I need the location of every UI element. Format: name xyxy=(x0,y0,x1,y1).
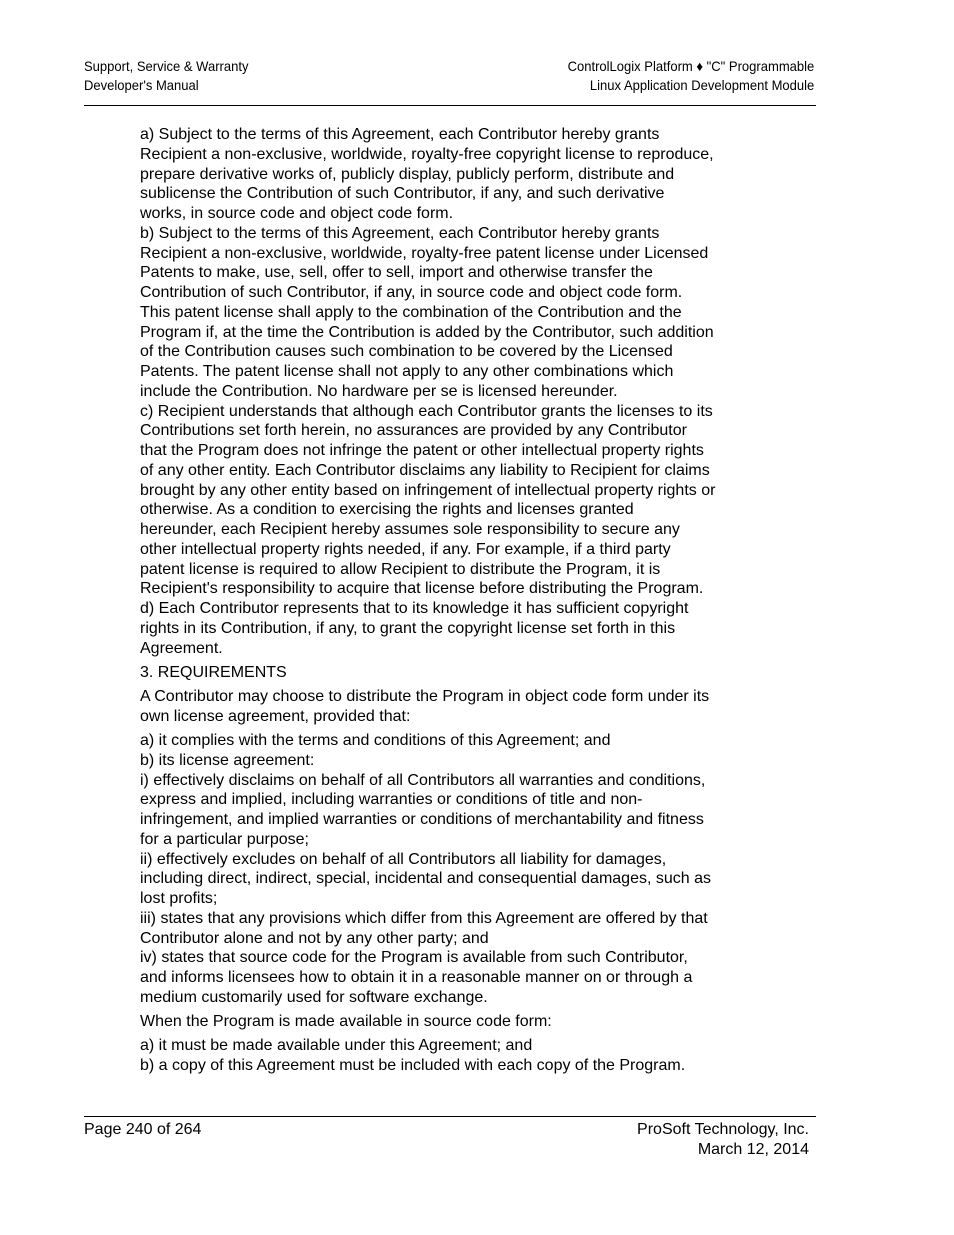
text-line: a) it complies with the terms and conditions of this Agreement; and xyxy=(140,732,611,749)
text-line: own license agreement, provided that: xyxy=(140,707,411,725)
text-line: Patents to make, use, sell, offer to sell, import and otherwise transfer the xyxy=(140,264,653,282)
company-name: ProSoft Technology, Inc. xyxy=(637,1121,809,1138)
footer-right xyxy=(637,1120,809,1160)
text-line: works, in source code and object code form. xyxy=(140,205,454,222)
text-line: other intellectual property rights needed, if any. For example, if a third party xyxy=(140,540,671,558)
header-section-title: Support, Service & Warranty xyxy=(84,58,249,74)
text-line: When the Program is made available in source code form: xyxy=(140,1013,552,1030)
text-line: infringement, and implied warranties or conditions of merchantability and fitness xyxy=(140,811,704,828)
text-line: Contribution of such Contributor, if any, in source code and object code form. xyxy=(140,284,683,301)
text-line: sublicense the Contribution of such Contributor, if any, and such derivative xyxy=(140,185,665,203)
license-grant-paragraph xyxy=(140,125,770,658)
header-manual-title: Developer's Manual xyxy=(84,77,199,93)
text-line: b) its license agreement: xyxy=(140,751,315,769)
text-line: hereunder, each Recipient hereby assumes sole responsibility to secure any xyxy=(140,521,680,538)
text-line: for a particular purpose; xyxy=(140,830,309,848)
section-heading-requirements xyxy=(140,663,770,683)
text-line: medium customarily used for software exchange. xyxy=(140,988,488,1006)
text-line: Recipient a non-exclusive, worldwide, royalty-free copyright license to reproduce, xyxy=(140,145,714,163)
text-line: include the Contribution. No hardware per se is licensed hereunder. xyxy=(140,382,618,400)
distribution-paragraph xyxy=(140,687,770,727)
text-line: of the Contribution causes such combination to be covered by the Licensed xyxy=(140,343,673,361)
text-line: A Contributor may choose to distribute the Program in object code form under its xyxy=(140,688,710,705)
text-line: and informs licensees how to obtain it in a reasonable manner on or through a xyxy=(140,969,693,986)
text-line: including direct, indirect, special, incidental and consequential damages, such as xyxy=(140,870,712,888)
text-line: b) Subject to the terms of this Agreement, each Contributor hereby grants xyxy=(140,224,660,242)
text-line: Agreement. xyxy=(140,639,223,657)
header-left xyxy=(84,57,261,95)
page-number: Page 240 of 264 xyxy=(84,1121,202,1138)
license-conditions-paragraph xyxy=(140,731,770,1008)
header-right xyxy=(549,57,814,95)
document-body xyxy=(140,125,770,1076)
text-line: brought by any other entity based on infringement of intellectual property rights or xyxy=(140,481,716,499)
text-line: 3. REQUIREMENTS xyxy=(140,663,287,681)
text-line: ii) effectively excludes on behalf of all Contributors all liability for damages, xyxy=(140,850,667,868)
text-line: that the Program does not infringe the patent or other intellectual property rights xyxy=(140,442,704,459)
header-module-title: Linux Application Development Module xyxy=(589,77,814,93)
text-line: iii) states that any provisions which differ from this Agreement are offered by that xyxy=(140,909,708,927)
text-line: Program if, at the time the Contribution is added by the Contributor, such addition xyxy=(140,323,714,341)
page-header xyxy=(84,57,816,106)
text-line: prepare derivative works of, publicly display, publicly perform, distribute and xyxy=(140,165,675,183)
text-line: rights in its Contribution, if any, to grant the copyright license set forth in this xyxy=(140,619,676,637)
text-line: c) Recipient understands that although each Contributor grants the licenses to its xyxy=(140,402,713,420)
text-line: Recipient a non-exclusive, worldwide, royalty-free patent license under Licensed xyxy=(140,244,709,262)
text-line: otherwise. As a condition to exercising the rights and licenses granted xyxy=(140,501,634,519)
text-line: Recipient's responsibility to acquire that license before distributing the Program. xyxy=(140,580,704,598)
text-line: Contributor alone and not by any other party; and xyxy=(140,929,489,947)
text-line: a) it must be made available under this Agreement; and xyxy=(140,1037,533,1055)
header-platform-title: ControlLogix Platform ♦ "C" Programmable xyxy=(567,58,814,74)
text-line: express and implied, including warranties or conditions of title and non- xyxy=(140,791,643,809)
page-footer xyxy=(84,1116,816,1158)
text-line: Patents. The patent license shall not apply to any other combinations which xyxy=(140,363,674,380)
text-line: iv) states that source code for the Program is available from such Contributor, xyxy=(140,949,688,967)
text-line: of any other entity. Each Contributor disclaims any liability to Recipient for claims xyxy=(140,461,710,479)
source-code-paragraph xyxy=(140,1012,770,1032)
text-line: lost profits; xyxy=(140,890,218,907)
text-line: This patent license shall apply to the combination of the Contribution and the xyxy=(140,303,682,321)
document-date: March 12, 2014 xyxy=(697,1141,809,1158)
text-line: b) a copy of this Agreement must be included with each copy of the Program. xyxy=(140,1057,686,1074)
text-line: patent license is required to allow Recipient to distribute the Program, it is xyxy=(140,560,661,578)
text-line: d) Each Contributor represents that to its knowledge it has sufficient copyright xyxy=(140,600,689,617)
source-code-conditions-paragraph xyxy=(140,1036,770,1076)
text-line: Contributions set forth herein, no assurances are provided by any Contributor xyxy=(140,422,687,440)
text-line: a) Subject to the terms of this Agreement, each Contributor hereby grants xyxy=(140,126,660,143)
text-line: i) effectively disclaims on behalf of all Contributors all warranties and conditions, xyxy=(140,771,706,789)
